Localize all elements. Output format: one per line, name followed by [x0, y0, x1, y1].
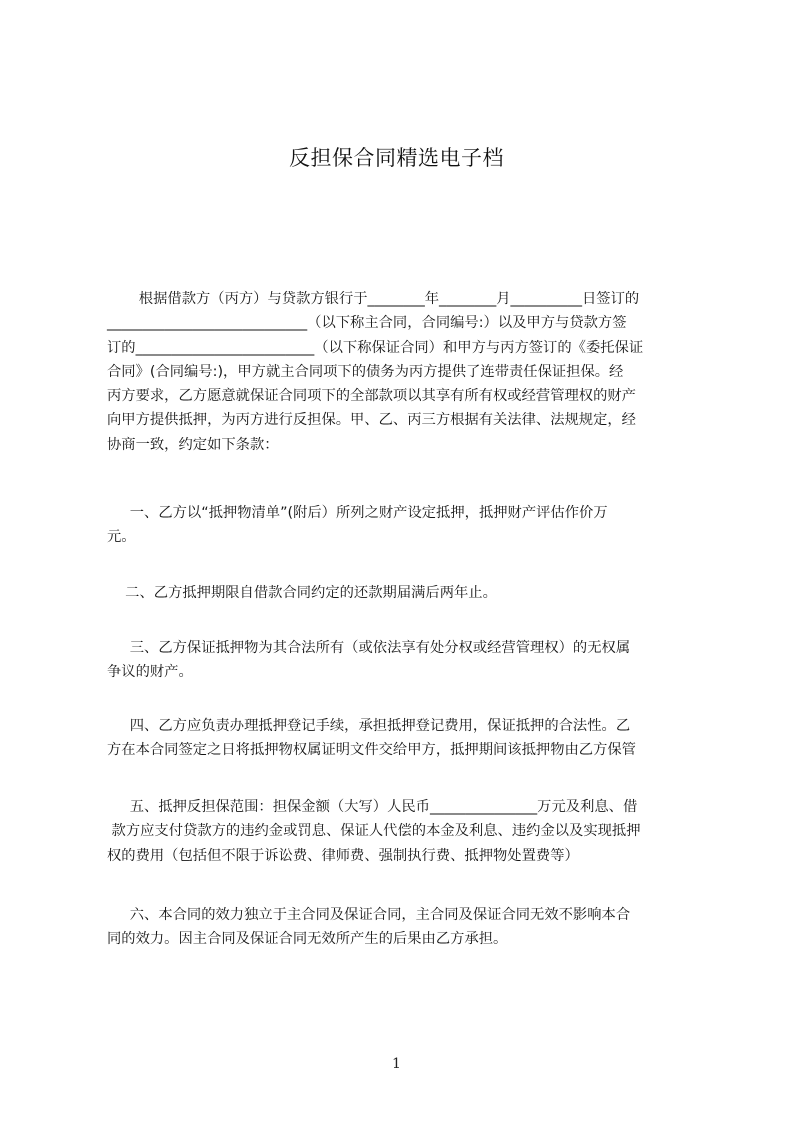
paragraph-line: 方在本合同签定之日将抵押物权属证明文件交给甲方，抵押期间该抵押物由乙方保管 — [107, 742, 636, 759]
paragraph-line: 争议的财产。 — [107, 664, 193, 681]
paragraph-line: ____________________________（以下称主合同，合同编号:）以及甲方与贷款方签 — [107, 315, 627, 332]
paragraph-line: 一、乙方以“抵押物清单”(附后）所列之财产设定抵押，抵押财产评估作价万 — [107, 505, 608, 521]
paragraph-line: 根据借款方（丙方）与贷款方银行于________年________月__________日签订的 — [107, 291, 640, 307]
clause-4-paragraph — [107, 714, 691, 763]
paragraph-line: 向甲方提供抵押，为丙方进行反担保。甲、乙、丙三方根据有关法律、法规规定，经 — [107, 412, 636, 429]
paragraph-line: 丙方要求，乙方愿意就保证合同项下的全部款项以其享有所有权或经营管理权的财产 — [107, 388, 636, 405]
paragraph-line: 合同》(合同编号:)，甲方就主合同项下的债务为丙方提供了连带责任保证担保。经 — [107, 363, 624, 380]
page-number: 1 — [392, 1056, 401, 1072]
paragraph-line: 订的_________________________（以下称保证合同）和甲方与丙方签订的《委托保证 — [107, 339, 644, 356]
paragraph-line: 二、乙方抵押期限自借款合同约定的还款期届满后两年止。 — [107, 585, 497, 601]
document-title: 反担保合同精选电子档 — [289, 146, 504, 170]
clause-5-paragraph — [107, 795, 691, 868]
preamble-paragraph — [107, 287, 691, 457]
paragraph-line: 权的费用（包括但不限于诉讼费、律师费、强制执行费、抵押物处置费等） — [107, 847, 579, 864]
paragraph-line: 四、乙方应负责办理抵押登记手续，承担抵押登记费用，保证抵押的合法性。乙 — [107, 718, 631, 734]
paragraph-line: 三、乙方保证抵押物为其合法所有（或依法享有处分权或经营管理权）的无权属 — [107, 640, 631, 656]
clause-2-paragraph — [107, 581, 691, 605]
paragraph-line: 同的效力。因主合同及保证合同无效所产生的后果由乙方承担。 — [107, 931, 508, 948]
paragraph-line: 五、抵押反担保范围：担保金额（大写）人民币_______________万元及利息、借 — [107, 799, 638, 815]
paragraph-line: 六、本合同的效力独立于主合同及保证合同，主合同及保证合同无效不影响本合 — [107, 907, 631, 923]
clause-6-paragraph — [107, 903, 691, 952]
clause-3-paragraph — [107, 636, 691, 685]
paragraph-line: 款方应支付贷款方的违约金或罚息、保证人代偿的本金及利息、违约金以及实现抵押 — [107, 823, 641, 840]
clause-1-paragraph — [107, 501, 691, 550]
paragraph-line: 元。 — [107, 529, 136, 546]
paragraph-line: 协商一致，约定如下条款： — [107, 436, 279, 453]
